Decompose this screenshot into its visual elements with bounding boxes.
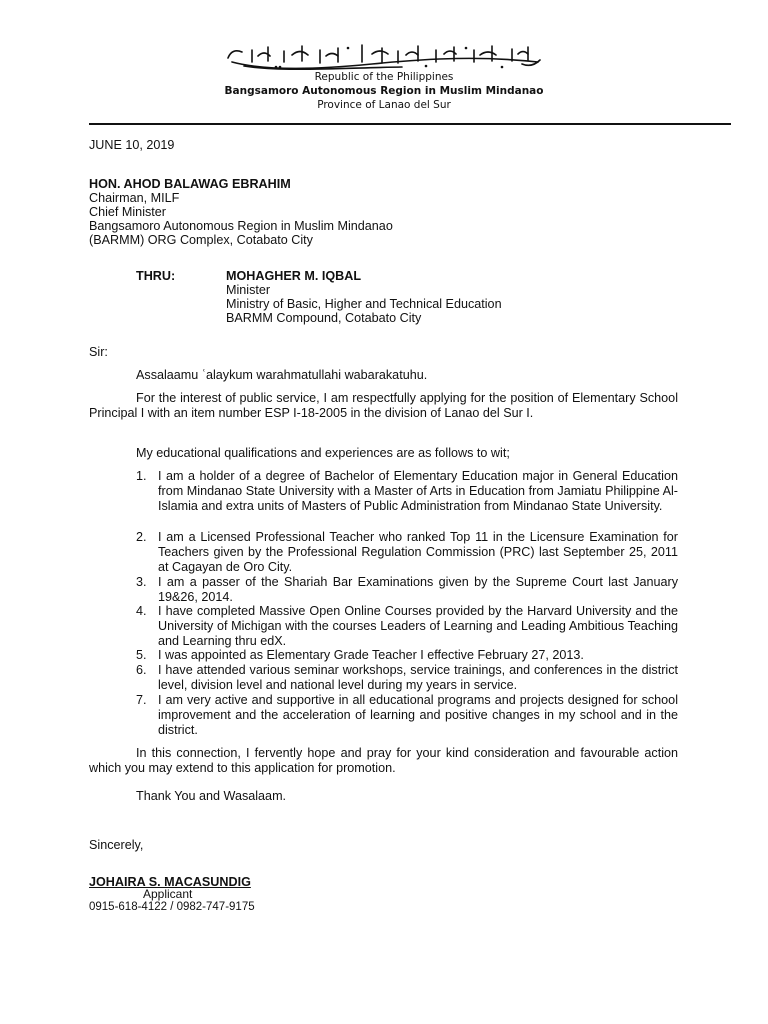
- list-item-number: 2.: [136, 530, 147, 544]
- signatory-name: JOHAIRA S. MACASUNDIG: [89, 875, 251, 889]
- closing-thanks: Thank You and Wasalaam.: [136, 789, 287, 803]
- list-item: [136, 469, 678, 514]
- recipient-line: Chairman, MILF: [89, 191, 180, 205]
- letterhead-divider: [89, 123, 731, 125]
- list-item: [136, 575, 678, 605]
- list-item: [136, 530, 678, 575]
- list-item: [136, 693, 678, 738]
- list-item-number: 3.: [136, 575, 147, 589]
- signatory-phones: 0915-618-4122 / 0982-747-9175: [89, 901, 255, 913]
- recipient-line: Bangsamoro Autonomous Region in Muslim Mindanao: [89, 219, 393, 233]
- paragraph-connection: [89, 746, 678, 776]
- list-item-number: 7.: [136, 693, 147, 707]
- list-item-text: I am a holder of a degree of Bachelor of Elementary Education major in General Education from Mindanao State University with a Master of Arts in Education from Jamiatu Philippine Al-Islamia and extra units of Masters of Public Administration from Mindanao State University.: [158, 469, 678, 513]
- list-item: [136, 663, 678, 693]
- salutation: Sir:: [89, 345, 108, 359]
- paragraph-application-text: For the interest of public service, I am respectfully applying for the position of Elementary School Principal I with an item number ESP I-18-2005 in the division of Lanao del Sur I.: [89, 391, 678, 420]
- paragraph-application: [89, 391, 678, 421]
- letterhead-province: Province of Lanao del Sur: [317, 99, 451, 111]
- thru-line: Ministry of Basic, Higher and Technical Education: [226, 297, 502, 311]
- signatory-title: Applicant: [143, 887, 193, 901]
- recipient-line: (BARMM) ORG Complex, Cotabato City: [89, 233, 313, 247]
- closing: Sincerely,: [89, 838, 144, 852]
- list-item-number: 6.: [136, 663, 147, 677]
- list-item-number: 5.: [136, 648, 147, 662]
- list-item-number: 1.: [136, 469, 147, 483]
- thru-label: THRU:: [136, 269, 176, 283]
- list-item-text: I am very active and supportive in all educational programs and projects designed for school improvement and the acceleration of learning and positive changes in my school and in the district.: [158, 693, 678, 737]
- greeting: Assalaamu ʿalaykum warahmatullahi wabarakatuhu.: [136, 368, 428, 382]
- list-item-text: I am a Licensed Professional Teacher who ranked Top 11 in the Licensure Examination for Teachers given by the Professional Regulation Commission (PRC) last September 25, 2011 at Cagayan de Oro City.: [158, 530, 678, 574]
- list-item-text: I have attended various seminar workshops, service trainings, and conferences in the district level, division level and national level during my years in service.: [158, 663, 678, 692]
- letter-date: JUNE 10, 2019: [89, 138, 175, 152]
- recipient-name: HON. AHOD BALAWAG EBRAHIM: [89, 177, 291, 191]
- list-item-text: I have completed Massive Open Online Courses provided by the Harvard University and the University of Michigan with the courses Leaders of Learning and Leading Ambitious Teaching and Learning thru edX.: [158, 604, 678, 648]
- thru-line: Minister: [226, 283, 271, 297]
- bismillah-calligraphy-icon: [222, 42, 546, 72]
- thru-name: MOHAGHER M. IQBAL: [226, 269, 362, 283]
- letterhead-region: Bangsamoro Autonomous Region in Muslim Mindanao: [224, 85, 544, 97]
- paragraph-qualifications-intro: My educational qualifications and experiences are as follows to wit;: [136, 446, 510, 460]
- list-item: [136, 648, 678, 663]
- letterhead-republic: Republic of the Philippines: [314, 71, 454, 83]
- paragraph-connection-text: In this connection, I fervently hope and pray for your kind consideration and favourable action which you may extend to this application for promotion.: [89, 746, 678, 775]
- list-item-text: I am a passer of the Shariah Bar Examinations given by the Supreme Court last January 19&26, 2014.: [158, 575, 678, 604]
- list-item: [136, 604, 678, 649]
- recipient-line: Chief Minister: [89, 205, 166, 219]
- list-item-number: 4.: [136, 604, 147, 618]
- thru-line: BARMM Compound, Cotabato City: [226, 311, 422, 325]
- list-item-text: I was appointed as Elementary Grade Teacher I effective February 27, 2013.: [158, 648, 584, 662]
